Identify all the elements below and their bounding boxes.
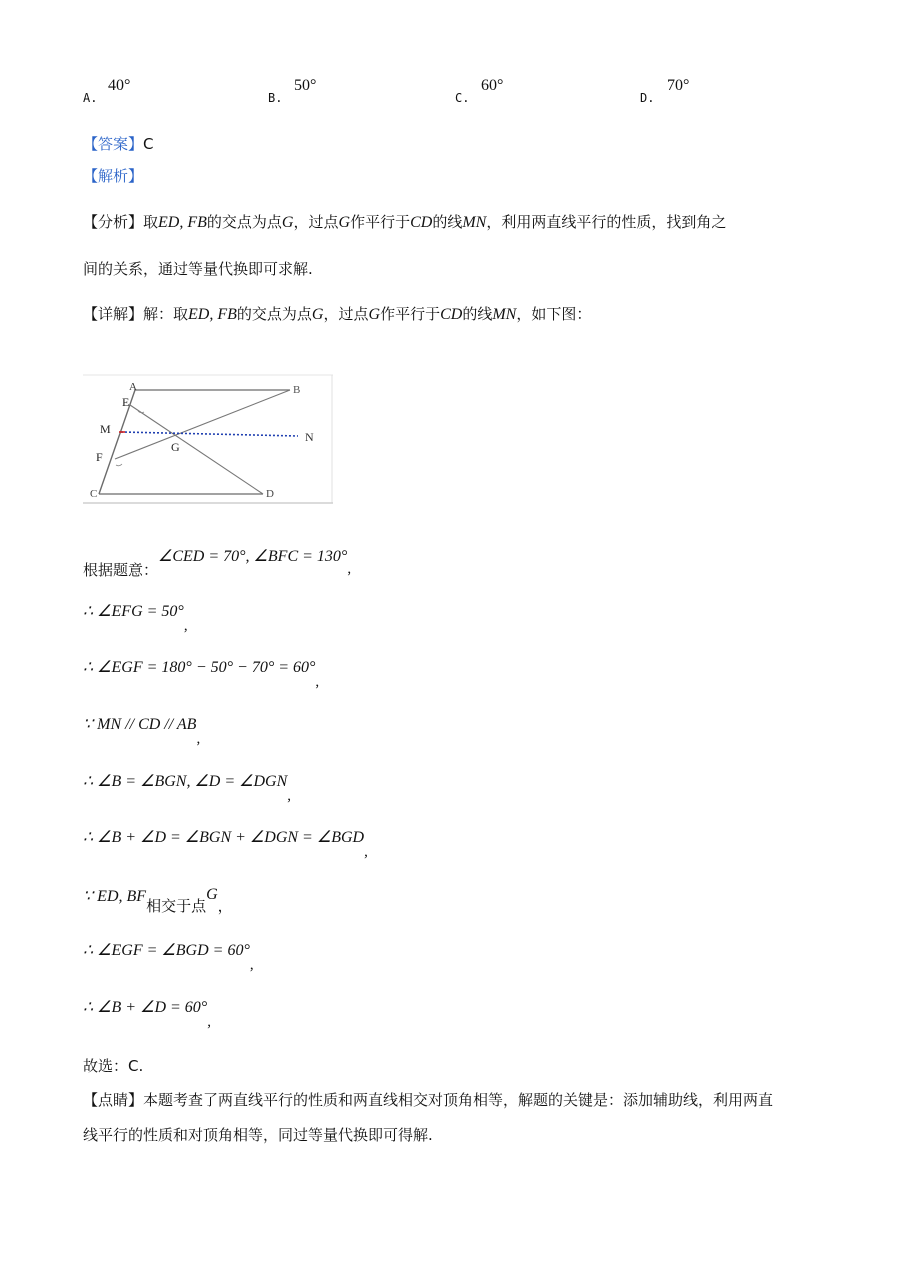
step-suffix: ,	[207, 1014, 211, 1030]
fenxi-math: G	[281, 214, 294, 231]
step-suffix: ,	[347, 561, 352, 577]
label-f: F	[96, 450, 103, 464]
fenxi-line-1	[83, 211, 726, 232]
xiangjie-math: ED, FB	[188, 306, 237, 323]
step-prefix: 根据题意：	[83, 561, 159, 579]
dianjing-text: 本题考查了两直线平行的性质和两直线相交对顶角相等，解题的关键是：添加辅助线，利用两直	[143, 1091, 774, 1109]
segment-fb	[115, 390, 290, 459]
label-m: M	[100, 422, 111, 436]
xiangjie-text: ，如下图：	[516, 305, 592, 323]
step-math: ∴ ∠EFG = 50°	[83, 603, 184, 620]
step-suffix: ,	[183, 618, 188, 634]
fenxi-math: MN	[462, 214, 487, 231]
xiangjie-math: MN	[492, 306, 517, 323]
option-c-letter: C.	[455, 91, 470, 105]
segment-mn	[121, 432, 298, 436]
step-suffix: ,	[287, 788, 292, 804]
answer-label: 【答案】	[83, 135, 144, 153]
step-math: ∴ ∠EGF = 180° − 50° − 70° = 60°	[83, 659, 316, 676]
step-5	[83, 771, 292, 804]
step-suffix: ,	[315, 674, 320, 690]
fenxi-label: 【分析】	[83, 213, 144, 231]
label-d: D	[266, 488, 274, 500]
fenxi-text: 的交点为点	[206, 213, 282, 231]
fenxi-line-2: 间的关系，通过等量代换即可求解.	[83, 260, 313, 278]
xiangjie-text: 的交点为点	[236, 305, 312, 323]
label-g: G	[171, 440, 180, 454]
angle-mark-f	[116, 464, 122, 466]
option-a-value: 40°	[108, 77, 131, 94]
step-math: ∴ ∠B = ∠BGN, ∠D = ∠DGN	[83, 773, 288, 790]
step-math: ∵ ED, BF	[83, 888, 147, 905]
option-d-letter: D.	[640, 91, 655, 105]
step-suffix: ,	[249, 957, 254, 973]
option-d-value: 70°	[667, 77, 690, 94]
label-n: N	[305, 430, 314, 444]
fenxi-text: 的线	[432, 213, 463, 231]
step-1	[83, 545, 352, 579]
dianjing-line-1	[83, 1089, 773, 1110]
label-c: C	[90, 488, 98, 500]
label-a: A	[129, 381, 137, 393]
xiangjie-label: 【详解】	[83, 305, 144, 323]
step-suffix: ,	[196, 731, 201, 747]
step-8	[83, 940, 254, 973]
xiangjie-text: 作平行于	[380, 305, 441, 323]
fenxi-math: ED, FB	[158, 214, 207, 231]
xiangjie-line	[83, 303, 591, 324]
xiangjie-text: ，过点	[323, 305, 369, 323]
option-c-value: 60°	[481, 77, 504, 94]
dianjing-line-2: 线平行的性质和对顶角相等，同过等量代换即可得解.	[83, 1126, 433, 1144]
segment-ac	[99, 390, 135, 494]
geometry-svg	[83, 373, 333, 505]
dianjing-label: 【点睛】	[83, 1091, 144, 1109]
geometry-figure	[83, 373, 333, 505]
step-math: ∵ MN // CD // AB	[83, 716, 197, 733]
xiangjie-text: 解：取	[143, 305, 189, 323]
fenxi-math: CD	[410, 214, 433, 231]
step-7	[83, 885, 233, 915]
xiangjie-text: 的线	[462, 305, 493, 323]
step-suffix: ，	[217, 897, 233, 915]
answer-value: C	[143, 135, 154, 153]
xiangjie-math: CD	[440, 306, 463, 323]
fenxi-text: ，利用两直线平行的性质，找到角之	[486, 213, 727, 231]
label-e: E	[122, 395, 130, 409]
step-2	[83, 601, 188, 634]
fenxi-text: 作平行于	[350, 213, 411, 231]
fenxi-text: ，过点	[293, 213, 339, 231]
step-3	[83, 657, 320, 690]
step-9	[83, 997, 211, 1030]
step-math: ∴ ∠B + ∠D = 60°	[83, 999, 208, 1016]
step-math: ∠CED = 70°, ∠BFC = 130°	[158, 548, 348, 565]
step-math: G	[206, 886, 218, 903]
step-text: 相交于点	[146, 897, 207, 915]
segment-ed	[130, 405, 263, 494]
xiangjie-math: G	[368, 306, 381, 323]
step-suffix: ,	[364, 844, 368, 860]
fenxi-text: 取	[143, 213, 159, 231]
answer-line	[83, 133, 154, 154]
fenxi-math: G	[338, 214, 351, 231]
option-a-letter: A.	[83, 91, 98, 105]
option-b-letter: B.	[268, 91, 283, 105]
analysis-label: 【解析】	[83, 167, 144, 185]
label-b: B	[293, 384, 301, 396]
step-math: ∴ ∠EGF = ∠BGD = 60°	[83, 942, 250, 959]
step-6	[83, 827, 368, 860]
option-b-value: 50°	[294, 77, 317, 94]
conclusion: 故选：C.	[83, 1057, 144, 1075]
step-4	[83, 714, 201, 747]
xiangjie-math: G	[311, 306, 324, 323]
step-math: ∴ ∠B + ∠D = ∠BGN + ∠DGN = ∠BGD	[83, 829, 365, 846]
